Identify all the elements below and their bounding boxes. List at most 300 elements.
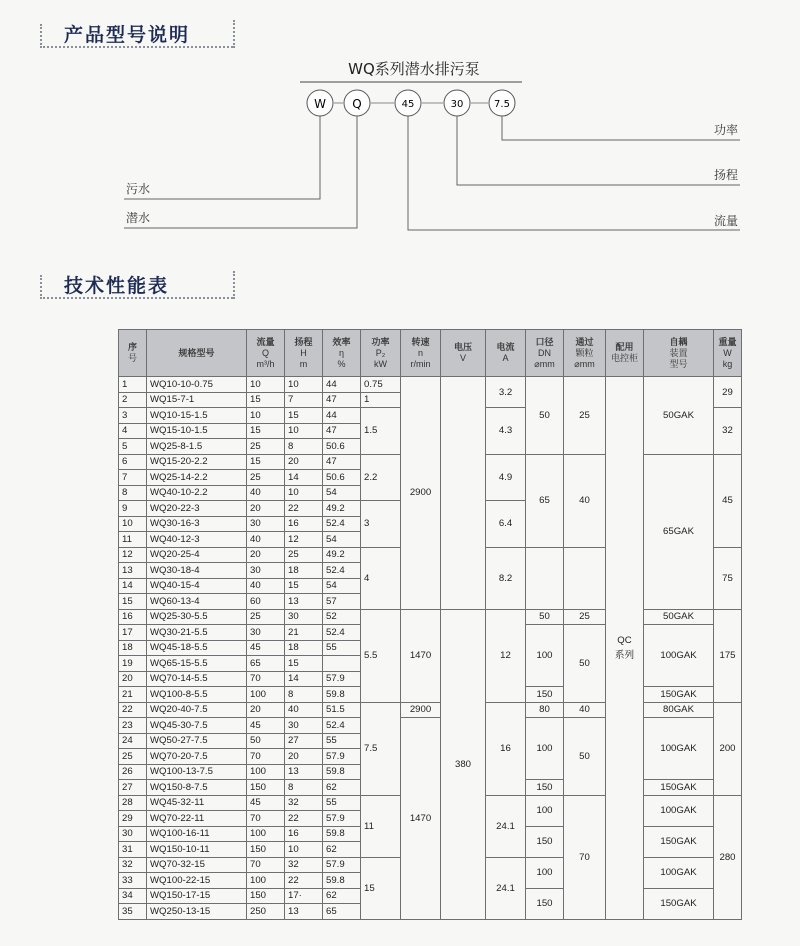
caliber-cell: 150 bbox=[526, 826, 564, 857]
head-cell: 14 bbox=[285, 470, 323, 486]
header-cabinet bbox=[606, 330, 644, 377]
header-line: η bbox=[338, 347, 344, 358]
model-cell: WQ45-32-11 bbox=[147, 795, 247, 811]
flow-cell: 65 bbox=[247, 656, 285, 672]
particle-cell: 25 bbox=[564, 377, 606, 455]
head-cell: 32 bbox=[285, 857, 323, 873]
caliber-cell: 100 bbox=[526, 718, 564, 780]
header-line: 口径 bbox=[535, 336, 554, 347]
header-seq bbox=[119, 330, 147, 377]
power-cell: 1.5 bbox=[361, 408, 401, 455]
seq-cell: 33 bbox=[119, 873, 147, 889]
eff-cell: 47 bbox=[323, 454, 361, 470]
spec-table-container bbox=[118, 329, 741, 920]
model-cell: WQ10-10-0.75 bbox=[147, 377, 247, 393]
eff-cell: 44 bbox=[323, 408, 361, 424]
label-power: 功率 bbox=[713, 123, 738, 137]
weight-cell: 280 bbox=[714, 795, 742, 919]
label-head: 扬程 bbox=[713, 168, 738, 182]
flow-cell: 25 bbox=[247, 609, 285, 625]
caliber-cell: 80 bbox=[526, 702, 564, 718]
model-cell: WQ20-22-3 bbox=[147, 501, 247, 517]
seq-cell: 35 bbox=[119, 904, 147, 920]
eff-cell: 50.6 bbox=[323, 439, 361, 455]
particle-cell: 50 bbox=[564, 718, 606, 796]
model-cell: WQ70-14-5.5 bbox=[147, 671, 247, 687]
coupling-cell: 65GAK bbox=[644, 454, 714, 609]
head-cell: 10 bbox=[285, 485, 323, 501]
model-cell: WQ70-20-7.5 bbox=[147, 749, 247, 765]
model-cell: WQ150-8-7.5 bbox=[147, 780, 247, 796]
eff-cell: 52.4 bbox=[323, 516, 361, 532]
flow-cell: 30 bbox=[247, 625, 285, 641]
eff-cell: 52 bbox=[323, 609, 361, 625]
model-cell: WQ60-13-4 bbox=[147, 594, 247, 610]
weight-cell: 200 bbox=[714, 702, 742, 795]
label-flow: 流量 bbox=[713, 214, 738, 228]
seq-cell: 9 bbox=[119, 501, 147, 517]
head-cell: 15 bbox=[285, 656, 323, 672]
particle-cell: 70 bbox=[564, 795, 606, 919]
caliber-cell: 50 bbox=[526, 377, 564, 455]
seq-cell: 34 bbox=[119, 888, 147, 904]
seq-cell: 25 bbox=[119, 749, 147, 765]
spec-table bbox=[118, 329, 742, 920]
model-cell: WQ20-25-4 bbox=[147, 547, 247, 563]
eff-cell: 65 bbox=[323, 904, 361, 920]
coupling-cell: 100GAK bbox=[644, 857, 714, 888]
flow-cell: 15 bbox=[247, 392, 285, 408]
model-cell: WQ30-21-5.5 bbox=[147, 625, 247, 641]
head-cell: 21 bbox=[285, 625, 323, 641]
weight-cell: 175 bbox=[714, 609, 742, 702]
seq-cell: 21 bbox=[119, 687, 147, 703]
eff-cell: 44 bbox=[323, 377, 361, 393]
power-cell: 1 bbox=[361, 392, 401, 408]
header-line: ⌀mm bbox=[574, 358, 595, 369]
header-speed bbox=[401, 330, 441, 377]
header-line: 电压 bbox=[453, 342, 472, 352]
model-cell: WQ15-20-2.2 bbox=[147, 454, 247, 470]
speed-cell: 1470 bbox=[401, 718, 441, 920]
current-cell: 24.1 bbox=[486, 857, 526, 919]
header-line: 型号 bbox=[669, 358, 688, 369]
flow-cell: 40 bbox=[247, 532, 285, 548]
model-cell: WQ25-14-2.2 bbox=[147, 470, 247, 486]
head-cell: 22 bbox=[285, 501, 323, 517]
eff-cell: 62 bbox=[323, 780, 361, 796]
coupling-cell: 100GAK bbox=[644, 795, 714, 826]
header-caliber bbox=[526, 330, 564, 377]
seq-cell: 6 bbox=[119, 454, 147, 470]
current-cell: 16 bbox=[486, 702, 526, 795]
model-cell: WQ45-30-7.5 bbox=[147, 718, 247, 734]
header-flow bbox=[247, 330, 285, 377]
flow-cell: 45 bbox=[247, 640, 285, 656]
eff-cell: 55 bbox=[323, 733, 361, 749]
flow-cell: 60 bbox=[247, 594, 285, 610]
header-line: 电控柜 bbox=[610, 353, 638, 363]
seq-cell: 16 bbox=[119, 609, 147, 625]
model-section-title: 产品型号说明 bbox=[40, 24, 233, 48]
caliber-cell: 100 bbox=[526, 625, 564, 687]
eff-cell: 52.4 bbox=[323, 718, 361, 734]
header-line: r/min bbox=[410, 358, 431, 369]
flow-cell: 20 bbox=[247, 702, 285, 718]
seq-cell: 5 bbox=[119, 439, 147, 455]
head-cell: 20 bbox=[285, 454, 323, 470]
flow-cell: 40 bbox=[247, 578, 285, 594]
leader-power bbox=[502, 116, 740, 140]
head-cell: 16 bbox=[285, 516, 323, 532]
speed-cell: 2900 bbox=[401, 702, 441, 718]
header-power bbox=[361, 330, 401, 377]
header-line: 颗粒 bbox=[575, 347, 594, 358]
current-cell: 4.9 bbox=[486, 454, 526, 501]
model-cell: WQ30-18-4 bbox=[147, 563, 247, 579]
eff-cell: 47 bbox=[323, 423, 361, 439]
voltage-cell: 380 bbox=[441, 609, 486, 919]
code-circle-power bbox=[489, 90, 515, 116]
header-line: n bbox=[417, 347, 423, 358]
svg-text:W: W bbox=[314, 97, 326, 111]
model-cell: WQ10-15-1.5 bbox=[147, 408, 247, 424]
eff-cell: 54 bbox=[323, 578, 361, 594]
model-code-diagram bbox=[0, 0, 800, 260]
eff-cell: 59.8 bbox=[323, 764, 361, 780]
model-cell: WQ100-22-15 bbox=[147, 873, 247, 889]
head-cell: 27 bbox=[285, 733, 323, 749]
header-line: A bbox=[502, 353, 509, 363]
head-cell: 18 bbox=[285, 640, 323, 656]
header-eff bbox=[323, 330, 361, 377]
head-cell: 22 bbox=[285, 873, 323, 889]
head-cell: 15 bbox=[285, 408, 323, 424]
model-cell: WQ70-32-15 bbox=[147, 857, 247, 873]
caliber-cell: 100 bbox=[526, 857, 564, 888]
flow-cell: 20 bbox=[247, 547, 285, 563]
coupling-cell: 150GAK bbox=[644, 780, 714, 796]
seq-cell: 24 bbox=[119, 733, 147, 749]
head-cell: 14 bbox=[285, 671, 323, 687]
current-cell: 6.4 bbox=[486, 501, 526, 548]
seq-cell: 2 bbox=[119, 392, 147, 408]
header-line: DN bbox=[538, 347, 551, 358]
head-cell: 30 bbox=[285, 609, 323, 625]
leader-head bbox=[457, 116, 740, 185]
current-cell: 4.3 bbox=[486, 408, 526, 455]
head-cell: 7 bbox=[285, 392, 323, 408]
eff-cell: 52.4 bbox=[323, 625, 361, 641]
particle-cell: 40 bbox=[564, 702, 606, 718]
seq-cell: 1 bbox=[119, 377, 147, 393]
flow-cell: 150 bbox=[247, 842, 285, 858]
head-cell: 13 bbox=[285, 764, 323, 780]
flow-cell: 30 bbox=[247, 563, 285, 579]
coupling-cell: 50GAK bbox=[644, 609, 714, 625]
series-name: WQ系列潜水排污泵 bbox=[348, 60, 480, 78]
seq-cell: 23 bbox=[119, 718, 147, 734]
weight-cell: 45 bbox=[714, 454, 742, 547]
header-line: 装置 bbox=[669, 347, 688, 358]
caliber-cell: 150 bbox=[526, 687, 564, 703]
eff-cell: 59.8 bbox=[323, 687, 361, 703]
header-line: W bbox=[723, 347, 732, 358]
header-line: 自耦 bbox=[669, 336, 688, 347]
coupling-cell: 80GAK bbox=[644, 702, 714, 718]
header-line: ⌀mm bbox=[534, 358, 555, 369]
header-line: 规格型号 bbox=[178, 347, 215, 358]
header-model bbox=[147, 330, 247, 377]
seq-cell: 31 bbox=[119, 842, 147, 858]
head-cell: 32 bbox=[285, 795, 323, 811]
model-cell: WQ100-13-7.5 bbox=[147, 764, 247, 780]
seq-cell: 11 bbox=[119, 532, 147, 548]
eff-cell: 52.4 bbox=[323, 563, 361, 579]
seq-cell: 3 bbox=[119, 408, 147, 424]
spec-table-header bbox=[119, 330, 742, 377]
table-row bbox=[119, 702, 742, 718]
header-line: % bbox=[337, 358, 346, 369]
flow-cell: 45 bbox=[247, 718, 285, 734]
leader-flow bbox=[408, 116, 740, 230]
power-cell: 15 bbox=[361, 857, 401, 919]
flow-cell: 250 bbox=[247, 904, 285, 920]
eff-cell: 54 bbox=[323, 532, 361, 548]
flow-cell: 100 bbox=[247, 826, 285, 842]
eff-cell: 54 bbox=[323, 485, 361, 501]
head-cell: 13 bbox=[285, 904, 323, 920]
coupling-cell: 100GAK bbox=[644, 625, 714, 687]
header-line: kg bbox=[722, 358, 733, 369]
seq-cell: 18 bbox=[119, 640, 147, 656]
eff-cell: 62 bbox=[323, 842, 361, 858]
code-circle-flow bbox=[395, 90, 421, 116]
seq-cell: 17 bbox=[119, 625, 147, 641]
eff-cell bbox=[323, 656, 361, 672]
coupling-cell: 150GAK bbox=[644, 687, 714, 703]
head-cell: 20 bbox=[285, 749, 323, 765]
particle-cell: 40 bbox=[564, 454, 606, 547]
model-cell: WQ65-15-5.5 bbox=[147, 656, 247, 672]
header-line: 电流 bbox=[496, 342, 515, 352]
header-line: H bbox=[300, 347, 307, 358]
header-weight bbox=[714, 330, 742, 377]
weight-cell: 32 bbox=[714, 408, 742, 455]
leader-submersible bbox=[124, 116, 357, 228]
svg-text:45: 45 bbox=[401, 99, 415, 110]
flow-cell: 70 bbox=[247, 857, 285, 873]
header-line: kW bbox=[374, 358, 387, 369]
head-cell: 17· bbox=[285, 888, 323, 904]
model-cell: WQ30-16-3 bbox=[147, 516, 247, 532]
header-line: 配用 bbox=[615, 342, 634, 352]
svg-text:30: 30 bbox=[450, 99, 464, 110]
model-cell: WQ100-8-5.5 bbox=[147, 687, 247, 703]
weight-cell: 29 bbox=[714, 377, 742, 408]
model-cell: WQ50-27-7.5 bbox=[147, 733, 247, 749]
flow-cell: 100 bbox=[247, 764, 285, 780]
particle-cell: 50 bbox=[564, 625, 606, 703]
head-cell: 8 bbox=[285, 687, 323, 703]
flow-cell: 150 bbox=[247, 888, 285, 904]
eff-cell: 49.2 bbox=[323, 501, 361, 517]
model-cell: WQ70-22-11 bbox=[147, 811, 247, 827]
flow-cell: 70 bbox=[247, 811, 285, 827]
flow-cell: 45 bbox=[247, 795, 285, 811]
eff-cell: 57.9 bbox=[323, 671, 361, 687]
power-cell: 7.5 bbox=[361, 702, 401, 795]
coupling-cell: 100GAK bbox=[644, 718, 714, 780]
flow-cell: 30 bbox=[247, 516, 285, 532]
eff-cell: 55 bbox=[323, 795, 361, 811]
header-coupling bbox=[644, 330, 714, 377]
head-cell: 22 bbox=[285, 811, 323, 827]
eff-cell: 57.9 bbox=[323, 857, 361, 873]
head-cell: 15 bbox=[285, 578, 323, 594]
svg-text:7.5: 7.5 bbox=[494, 99, 510, 110]
table-row bbox=[119, 609, 742, 625]
head-cell: 18 bbox=[285, 563, 323, 579]
flow-cell: 40 bbox=[247, 485, 285, 501]
seq-cell: 14 bbox=[119, 578, 147, 594]
seq-cell: 26 bbox=[119, 764, 147, 780]
code-circle-w bbox=[307, 90, 333, 116]
header-head bbox=[285, 330, 323, 377]
head-cell: 13 bbox=[285, 594, 323, 610]
seq-cell: 30 bbox=[119, 826, 147, 842]
model-cell: WQ25-30-5.5 bbox=[147, 609, 247, 625]
table-row bbox=[119, 377, 742, 393]
label-submersible: 潜水 bbox=[126, 211, 151, 225]
eff-cell: 62 bbox=[323, 888, 361, 904]
seq-cell: 19 bbox=[119, 656, 147, 672]
seq-cell: 10 bbox=[119, 516, 147, 532]
model-cell: WQ25-8-1.5 bbox=[147, 439, 247, 455]
seq-cell: 8 bbox=[119, 485, 147, 501]
flow-cell: 25 bbox=[247, 439, 285, 455]
power-cell: 11 bbox=[361, 795, 401, 857]
header-line: 序 bbox=[127, 342, 137, 352]
flow-cell: 100 bbox=[247, 687, 285, 703]
head-cell: 25 bbox=[285, 547, 323, 563]
current-cell: 12 bbox=[486, 609, 526, 702]
seq-cell: 29 bbox=[119, 811, 147, 827]
cabinet-cell: QC 系列 bbox=[606, 377, 644, 920]
flow-cell: 100 bbox=[247, 873, 285, 889]
leader-sewage bbox=[124, 116, 320, 199]
model-cell: WQ45-18-5.5 bbox=[147, 640, 247, 656]
header-line: 流量 bbox=[256, 336, 275, 347]
seq-cell: 13 bbox=[119, 563, 147, 579]
eff-cell: 55 bbox=[323, 640, 361, 656]
current-cell: 8.2 bbox=[486, 547, 526, 609]
model-cell: WQ40-10-2.2 bbox=[147, 485, 247, 501]
power-cell: 4 bbox=[361, 547, 401, 609]
header-line: 通过 bbox=[575, 336, 594, 347]
header-line: m³/h bbox=[256, 358, 275, 369]
model-cell: WQ40-12-3 bbox=[147, 532, 247, 548]
caliber-cell: 100 bbox=[526, 795, 564, 826]
caliber-cell: 65 bbox=[526, 454, 564, 547]
eff-cell: 57 bbox=[323, 594, 361, 610]
table-row bbox=[119, 718, 742, 734]
model-cell: WQ150-17-15 bbox=[147, 888, 247, 904]
seq-cell: 20 bbox=[119, 671, 147, 687]
flow-cell: 15 bbox=[247, 423, 285, 439]
caliber-cell: 150 bbox=[526, 780, 564, 796]
model-cell: WQ20-40-7.5 bbox=[147, 702, 247, 718]
power-cell: 0.75 bbox=[361, 377, 401, 393]
head-cell: 8 bbox=[285, 439, 323, 455]
head-cell: 10 bbox=[285, 423, 323, 439]
model-cell: WQ15-7-1 bbox=[147, 392, 247, 408]
flow-cell: 150 bbox=[247, 780, 285, 796]
header-line: 号 bbox=[127, 353, 137, 363]
caliber-cell bbox=[526, 547, 564, 609]
seq-cell: 12 bbox=[119, 547, 147, 563]
header-line: V bbox=[459, 353, 466, 363]
current-cell: 3.2 bbox=[486, 377, 526, 408]
power-cell: 5.5 bbox=[361, 609, 401, 702]
flow-cell: 50 bbox=[247, 733, 285, 749]
seq-cell: 28 bbox=[119, 795, 147, 811]
speed-cell: 2900 bbox=[401, 377, 441, 610]
header-line: P₂ bbox=[375, 347, 386, 358]
head-cell: 40 bbox=[285, 702, 323, 718]
flow-cell: 10 bbox=[247, 377, 285, 393]
flow-cell: 10 bbox=[247, 408, 285, 424]
model-cell: WQ100-16-11 bbox=[147, 826, 247, 842]
seq-cell: 27 bbox=[119, 780, 147, 796]
flow-cell: 70 bbox=[247, 671, 285, 687]
eff-cell: 59.8 bbox=[323, 873, 361, 889]
seq-cell: 22 bbox=[119, 702, 147, 718]
weight-cell: 75 bbox=[714, 547, 742, 609]
power-cell: 2.2 bbox=[361, 454, 401, 501]
header-line: Q bbox=[261, 347, 269, 358]
header-voltage bbox=[441, 330, 486, 377]
flow-cell: 15 bbox=[247, 454, 285, 470]
power-cell: 3 bbox=[361, 501, 401, 548]
label-sewage: 污水 bbox=[126, 182, 151, 196]
particle-cell: 25 bbox=[564, 609, 606, 625]
flow-cell: 20 bbox=[247, 501, 285, 517]
header-line: 功率 bbox=[371, 336, 390, 347]
header-particle bbox=[564, 330, 606, 377]
model-cell: WQ150-10-11 bbox=[147, 842, 247, 858]
head-cell: 10 bbox=[285, 842, 323, 858]
head-cell: 30 bbox=[285, 718, 323, 734]
particle-cell bbox=[564, 547, 606, 609]
flow-cell: 70 bbox=[247, 749, 285, 765]
header-line: 扬程 bbox=[294, 336, 313, 347]
model-cell: WQ15-10-1.5 bbox=[147, 423, 247, 439]
head-cell: 10 bbox=[285, 377, 323, 393]
svg-text:Q: Q bbox=[352, 97, 362, 111]
speed-cell: 1470 bbox=[401, 609, 441, 702]
header-current bbox=[486, 330, 526, 377]
model-cell: WQ250-13-15 bbox=[147, 904, 247, 920]
code-circle-head bbox=[444, 90, 470, 116]
model-cell: WQ40-15-4 bbox=[147, 578, 247, 594]
coupling-cell: 50GAK bbox=[644, 377, 714, 455]
seq-cell: 7 bbox=[119, 470, 147, 486]
head-cell: 8 bbox=[285, 780, 323, 796]
header-line: 转速 bbox=[411, 336, 430, 347]
caliber-cell: 50 bbox=[526, 609, 564, 625]
eff-cell: 57.9 bbox=[323, 811, 361, 827]
